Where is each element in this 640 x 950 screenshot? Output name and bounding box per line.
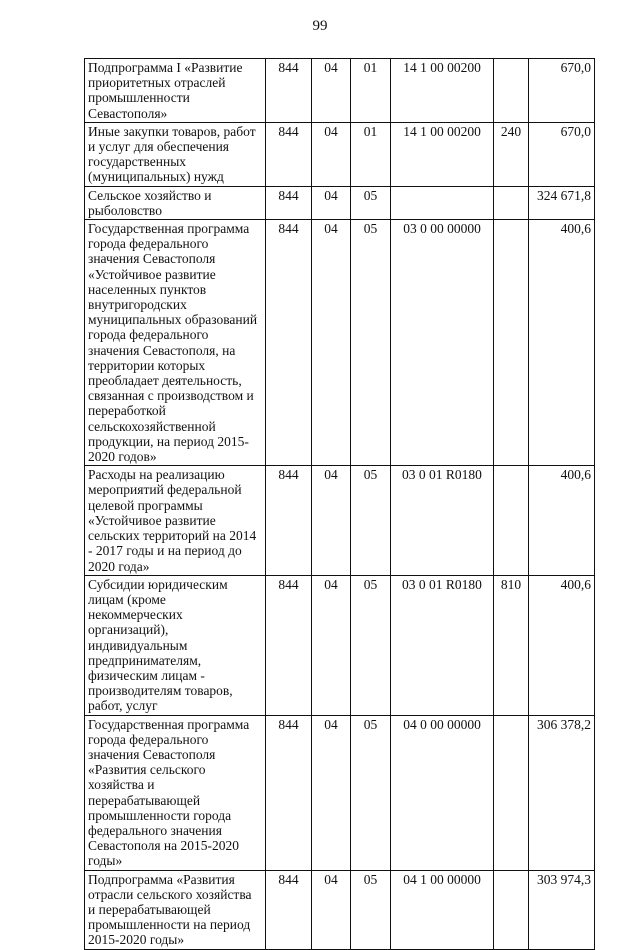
row-section-cell: 04 (312, 466, 351, 575)
table-row (85, 186, 595, 219)
table-row (85, 715, 595, 870)
row-section-cell: 04 (312, 186, 351, 219)
table-row (85, 59, 595, 123)
row-subsection-cell: 05 (351, 715, 391, 870)
row-target-article-cell: 03 0 01 R0180 (391, 575, 494, 715)
row-subsection-cell: 05 (351, 220, 391, 466)
row-expense-type-cell (494, 186, 529, 219)
row-target-article-cell: 03 0 00 00000 (391, 220, 494, 466)
row-ved-cell: 844 (266, 220, 312, 466)
row-target-article-cell: 04 1 00 00000 (391, 870, 494, 949)
table-row (85, 220, 595, 466)
row-section-cell: 04 (312, 122, 351, 186)
row-name-cell: Субсидии юридическим лицам (кроме некоммерческих организаций), индивидуальным предпринимателям, физическим лицам - производителям товаров, работ, услуг (85, 575, 266, 715)
row-section-cell: 04 (312, 59, 351, 123)
row-amount-cell: 400,6 (529, 575, 595, 715)
row-name-cell: Государственная программа города федерального значения Севастополя «Устойчивое развитие населенных пунктов внутригородских муниципальных образований города федерального значения Севастополя, на территории которых преобладает деятельность, связанная с производством и переработкой сельскохозяйственной продукции, на период 2015-2020 годов» (85, 220, 266, 466)
row-ved-cell: 844 (266, 575, 312, 715)
row-name-cell: Сельское хозяйство и рыболовство (85, 186, 266, 219)
row-ved-cell: 844 (266, 186, 312, 219)
row-amount-cell: 306 378,2 (529, 715, 595, 870)
row-subsection-cell: 01 (351, 59, 391, 123)
row-section-cell: 04 (312, 870, 351, 949)
row-subsection-cell: 05 (351, 186, 391, 219)
row-ved-cell: 844 (266, 59, 312, 123)
row-subsection-cell: 05 (351, 870, 391, 949)
row-target-article-cell: 03 0 01 R0180 (391, 466, 494, 575)
row-target-article-cell (391, 186, 494, 219)
table-row (85, 122, 595, 186)
row-section-cell: 04 (312, 575, 351, 715)
row-expense-type-cell: 810 (494, 575, 529, 715)
table-row (85, 870, 595, 949)
row-ved-cell: 844 (266, 466, 312, 575)
row-amount-cell: 670,0 (529, 122, 595, 186)
budget-table-body (85, 59, 595, 950)
row-ved-cell: 844 (266, 122, 312, 186)
row-section-cell: 04 (312, 715, 351, 870)
row-name-cell: Государственная программа города федерального значения Севастополя «Развития сельского хозяйства и перерабатывающей промышленности города федерального значения Севастополя на 2015-2020 годы» (85, 715, 266, 870)
row-ved-cell: 844 (266, 870, 312, 949)
row-amount-cell: 670,0 (529, 59, 595, 123)
row-expense-type-cell (494, 870, 529, 949)
row-expense-type-cell: 240 (494, 122, 529, 186)
page-number: 99 (312, 18, 328, 34)
row-target-article-cell: 14 1 00 00200 (391, 122, 494, 186)
row-amount-cell: 400,6 (529, 220, 595, 466)
row-expense-type-cell (494, 715, 529, 870)
row-name-cell: Подпрограмма «Развития отрасли сельского хозяйства и перерабатывающей промышленности на период 2015-2020 годы» (85, 870, 266, 949)
row-ved-cell: 844 (266, 715, 312, 870)
row-amount-cell: 400,6 (529, 466, 595, 575)
budget-table (84, 58, 595, 950)
row-name-cell: Расходы на реализацию мероприятий федеральной целевой программы «Устойчивое развитие сельских территорий на 2014 - 2017 годы и на период до 2020 года» (85, 466, 266, 575)
row-target-article-cell: 14 1 00 00200 (391, 59, 494, 123)
row-expense-type-cell (494, 466, 529, 575)
row-amount-cell: 303 974,3 (529, 870, 595, 949)
row-name-cell: Подпрограмма I «Развитие приоритетных отраслей промышленности Севастополя» (85, 59, 266, 123)
row-amount-cell: 324 671,8 (529, 186, 595, 219)
row-subsection-cell: 05 (351, 575, 391, 715)
row-name-cell: Иные закупки товаров, работ и услуг для обеспечения государственных (муниципальных) нужд (85, 122, 266, 186)
table-row (85, 575, 595, 715)
row-section-cell: 04 (312, 220, 351, 466)
row-expense-type-cell (494, 220, 529, 466)
row-subsection-cell: 05 (351, 466, 391, 575)
row-expense-type-cell (494, 59, 529, 123)
row-subsection-cell: 01 (351, 122, 391, 186)
table-row (85, 466, 595, 575)
row-target-article-cell: 04 0 00 00000 (391, 715, 494, 870)
